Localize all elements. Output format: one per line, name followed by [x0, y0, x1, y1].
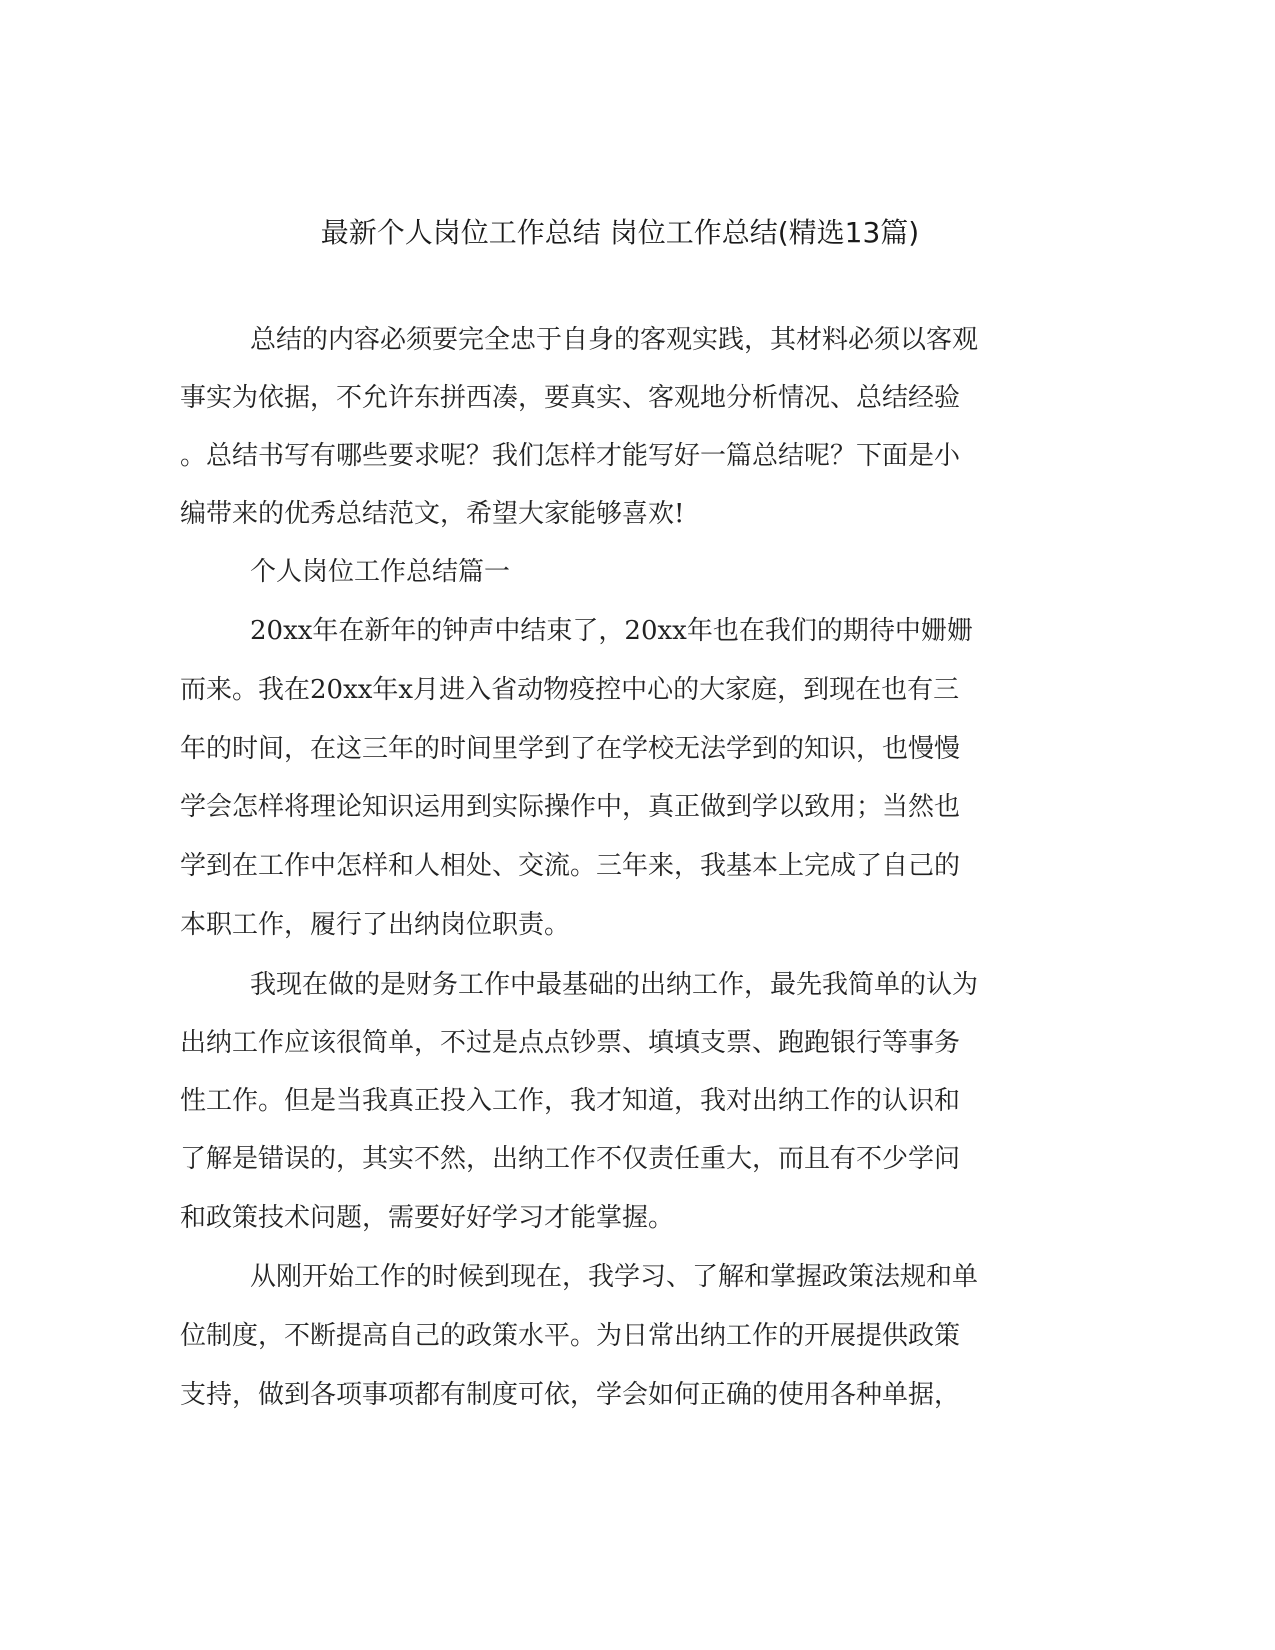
text-line: 事实为依据，不允许东拼西凑，要真实、客观地分析情况、总结经验: [180, 383, 961, 413]
section-heading: 个人岗位工作总结篇一: [250, 557, 511, 587]
text-line: 支持，做到各项事项都有制度可依，学会如何正确的使用各种单据，: [180, 1380, 961, 1410]
text-line: 20xx年在新年的钟声中结束了，20xx年也在我们的期待中姗姗: [250, 616, 973, 646]
text-line: 学到在工作中怎样和人相处、交流。三年来，我基本上完成了自己的: [180, 851, 961, 881]
text-line: 出纳工作应该很简单，不过是点点钞票、填填支票、跑跑银行等事务: [180, 1028, 961, 1058]
text-line: 年的时间，在这三年的时间里学到了在学校无法学到的知识，也慢慢: [180, 734, 961, 764]
text-line: 。总结书写有哪些要求呢？我们怎样才能写好一篇总结呢？下面是小: [180, 441, 961, 471]
text-line: 位制度，不断提高自己的政策水平。为日常出纳工作的开展提供政策: [180, 1321, 961, 1351]
text-line: 编带来的优秀总结范文，希望大家能够喜欢!: [180, 499, 685, 529]
text-line: 本职工作，履行了出纳岗位职责。: [180, 910, 571, 940]
text-line: 而来。我在20xx年x月进入省动物疫控中心的大家庭，到现在也有三: [180, 675, 960, 705]
text-line: 总结的内容必须要完全忠于自身的客观实践，其材料必须以客观: [250, 325, 979, 355]
text-line: 学会怎样将理论知识运用到实际操作中，真正做到学以致用；当然也: [180, 792, 961, 822]
text-line: 了解是错误的，其实不然，出纳工作不仅责任重大，而且有不少学问: [180, 1144, 961, 1174]
document-title: 最新个人岗位工作总结 岗位工作总结(精选13篇): [320, 216, 920, 249]
text-line: 和政策技术问题，需要好好学习才能掌握。: [180, 1203, 675, 1233]
text-line: 我现在做的是财务工作中最基础的出纳工作，最先我简单的认为: [250, 970, 979, 1000]
text-line: 性工作。但是当我真正投入工作，我才知道，我对出纳工作的认识和: [180, 1086, 961, 1116]
text-line: 从刚开始工作的时候到现在，我学习、了解和掌握政策法规和单: [250, 1262, 979, 1292]
